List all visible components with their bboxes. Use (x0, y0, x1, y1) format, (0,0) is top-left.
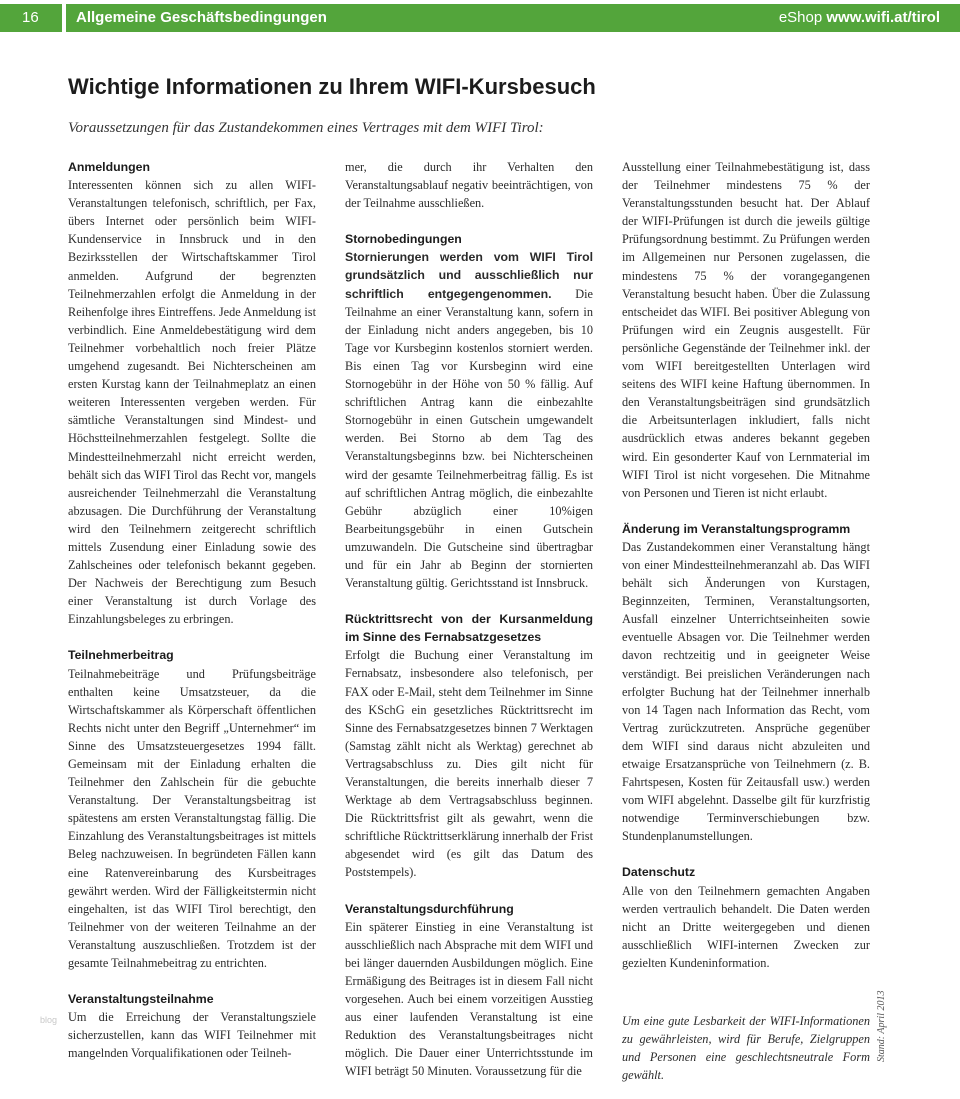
heading-datenschutz: Datenschutz (622, 865, 696, 880)
page-number: 16 (0, 4, 62, 32)
text-teilnehmerbeitrag: Teilnahmebeiträge und Prüfungsbeiträge enthalten keine Umsatzsteuer, da die Wirtschaftskammer als Körperschaft öffentlichen Rechts nicht unter den Begriff „Unternehmer“ im Sinne des Umsatzsteuergesetzes 1994 fällt. Gemeinsam mit der Einladung erhalten die Teilnehmer den Zahlschein für die gebuchte Veranstaltung. Der Veranstaltungsbeitrag ist spätestens am ersten Veranstaltungstag fällig. Die Einzahlung des Veranstaltungsbeitrages ist mittels Beleg nachzuweisen. In begründeten Fällen kann eine Ratenvereinbarung des Kursbeitrages gewährt werden. Wird der Fälligkeitstermin nicht eingehalten, ist das WIFI Tirol berechtigt, den Teilnehmer von der weiteren Teilnahme an der Veranstaltung auszuschließen. Trotzdem ist der gesamte Teilnahmebeitrag zu entrichten. (68, 666, 316, 971)
text-storno-rest: Die Teilnahme an einer Veranstaltung kann, sofern in der Einladung nicht anders angegeben, bis 10 Tage vor Kursbeginn kostenlos storniert werden. Bis einen Tag vor Kursbeginn wird eine Stornogebühr in der Höhe von 50 % fällig. Auf schriftlichen Antrag kann die einbezahlte Stornogebühr in einen Gutschein umgewandelt werden. Bei Storno ab dem Tag des Veranstaltungsbeginns bzw. bei Nichterscheinen wird der gesamte Teilnehmerbeitrag fällig. Es ist auf schriftlichen Antrag möglich, die einbezahlte Gebühr abzüglich einer 10%igen Bearbeitungsgebühr in einen Gutschein umzuwandeln. Die Gutscheine sind übertragbar und für ein Jahr ab Beginn der stornierten Veranstaltung gültig. Gerichtsstand ist Innsbruck. (345, 286, 593, 591)
section-title: Allgemeine Geschäftsbedingungen (76, 9, 327, 26)
text-storno-bold: Stornierungen werden vom WIFI Tirol grundsätzlich und ausschließlich nur schriftlich entgegengenommen. (345, 250, 593, 301)
column-1 (68, 158, 316, 1081)
page-subtitle: Voraussetzungen für das Zustandekommen eines Vertrages mit dem WIFI Tirol: (68, 120, 544, 136)
heading-ruecktrittsrecht: Rücktrittsrecht von der Kursanmeldung im Sinne des Fernabsatzgesetzes (345, 612, 593, 645)
eshop-label: eShop (778, 9, 823, 26)
date-stamp: Stand: April 2013 (876, 990, 887, 1062)
column-3 (622, 158, 870, 990)
closing-note: Um eine gute Lesbarkeit der WIFI-Informationen zu gewährleisten, wird für Berufe, Zielgruppen und Personen eine geschlechtsneutrale Form gewählt. (622, 1014, 870, 1082)
eshop-url[interactable]: www.wifi.at/tirol (826, 9, 940, 26)
heading-anmeldungen: Anmeldungen (68, 160, 150, 174)
page-title: Wichtige Informationen zu Ihrem WIFI-Kursbesuch (68, 74, 596, 99)
heading-aenderung-programm: Änderung im Veranstaltungsprogramm (622, 521, 851, 536)
text-ruecktrittsrecht: Erfolgt die Buchung einer Veranstaltung im Fernabsatz, insbesondere also telefonisch, per FAX oder E-Mail, steht dem Teilnehmer im Sinne des KSchG ein gesetzliches Rücktrittsrecht im Sinne des Fernabsatzgesetzes binnen 7 Werktagen (Samstag zählt nicht als Werktag) gerechnet ab Vertragsabschluss zu. Dies gilt nicht für Veranstaltungen, die bereits innerhalb dieser 7 Werktage ab dem Vertragsabschluss beginnen. Die Rücktrittsfrist gilt als gewahrt, wenn die schriftliche Rücktrittserklärung innerhalb der Frist abgesendet wird (es gilt das Datum des Poststempels). (345, 648, 593, 880)
text-veranstaltungsteilnahme: Um die Erreichung der Veranstaltungsziele sicherzustellen, kann das WIFI Teilnehmer mit mangelnden Vorqualifikationen oder Teilneh- (68, 1010, 316, 1061)
header-title-bar (66, 4, 960, 32)
text-veranstaltungsdurchfuehrung: Ein späterer Einstieg in eine Veranstaltung ist ausschließlich nach Absprache mit dem WIFI und bei länger dauernden Ausbildungen möglich. Eine Ermäßigung des Beitrages ist in diesem Fall nicht vorgesehen. Auch bei einem vorzeitigen Ausstieg aus einer laufenden Veranstaltung ist eine Reduktion des Veranstaltungsbeitrages nicht möglich. Die Dauer einer Unterrichtsstunde im WIFI beträgt 50 Minuten. Voraussetzung für die (345, 919, 593, 1079)
text-aenderung-programm: Das Zustandekommen einer Veranstaltung hängt von einer Mindestteilnehmeranzahl ab. Das WIFI behält sich Änderungen von Kurstagen, Beginnzeiten, Terminen, Veranstaltungsorten, Ausfall einzelner Unterrichtseinheiten sowie eventuelle Absagen vor. Die Teilnehmer werden davon rechtzeitig und in geeigneter Weise verständigt. Bei preislichen Veränderungen nach erfolgter Buchung hat der Teilnehmer innerhalb von 14 Tagen nach Information das Recht, vom Vertrag zurückzutreten. Ansprüche gegenüber dem WIFI sind daraus nicht abzuleiten und etwaige Ersatzansprüche von Teilnehmern (z. B. Fahrtspesen, Kosten für Zeitausfall usw.) werden vom WIFI abgelehnt. Dasselbe gilt für kurzfristig notwendige Terminverschiebungen bzw. Stundenplanumstellungen. (622, 539, 870, 844)
eshop-link[interactable] (779, 4, 940, 32)
watermark: blog (40, 1015, 58, 1025)
text-teilnahme-continued: mer, die durch ihr Verhalten den Veranstaltungsablauf negativ beeinträchtigen, von der Teilnahme ausschließen. (345, 160, 593, 211)
text-datenschutz: Alle von den Teilnehmern gemachten Angaben werden vertraulich behandelt. Die Daten werden nicht an Dritte weitergegeben und dienen ausschließlich WIFI-internen Zwecken zur gezielten Kundeninformation. (622, 883, 870, 970)
heading-teilnehmerbeitrag: Teilnehmerbeitrag (68, 648, 174, 663)
text-stornobedingungen (345, 248, 593, 592)
heading-stornobedingungen: Stornobedingungen (345, 232, 462, 247)
text-anmeldungen: Interessenten können sich zu allen WIFI-Veranstaltungen telefonisch, schriftlich, per Fax, übers Internet oder persönlich beim WIFI-Kundenservice in Innsbruck und in den Bezirksstellen der Wirtschaftskammer Tirol anmelden. Aufgrund der begrenzten Teilnehmerzahlen erfolgt die Anmeldung in der Reihenfolge ihres Eintreffens. Jede Anmeldung ist verbindlich. Eine Anmeldebestätigung wird dem Teilnehmer vorbehaltlich noch freier Plätze umgehend zugesandt. Bei Nichterscheinen am ersten Kurstag kann der Teilnahmeplatz an einen weiteren Interessenten vergeben werden. Für sämtliche Veranstaltungen sind Mindest- und Höchstteilnehmerzahlen festgelegt. Sollte die Mindestteilnehmerzahl nicht erreicht werden, behält sich das WIFI Tirol das Recht vor, mangels ausreichender Teilnehmerzahl die Veranstaltung abzusagen. Die Durchführung der Veranstaltung wird den Teilnehmern zeitgerecht schriftlich mittels Zusendung einer Einladung sowie des Zahlscheines oder telefonisch bekannt gegeben. Der Nachweis der Berechtigung zum Besuch einer Veranstaltung ist durch Vorlage des Einzahlungsbeleges zu erbringen. (68, 178, 316, 627)
header-bar (0, 4, 960, 32)
heading-veranstaltungsdurchfuehrung: Veranstaltungsdurchführung (345, 901, 514, 916)
heading-veranstaltungsteilnahme: Veranstaltungsteilnahme (68, 992, 214, 1007)
text-durchfuehrung-continued: Ausstellung einer Teilnahmebestätigung ist, dass der Teilnehmer mindestens 75 % der Veranstaltungsstunden besucht hat. Der Ablauf der WIFI-Prüfungen ist durch die jeweils gültige Prüfungsordnung bestimmt. Zu Prüfungen werden im Allgemeinen nur Personen zugelassen, die mindestens 75 % der vorangegangenen Veranstaltung besucht haben. Über die Zulassung entscheidet das WIFI. Bei positiver Ablegung von Prüfungen wird ein Zeugnis ausgestellt. Für persönliche Gegenstände der Teilnehmer inkl. der vom WIFI bereitgestellten Unterlagen wird seitens des WIFI keine Haftung übernommen. In den Veranstaltungsbeiträgen sind grundsätzlich die Arbeitsunterlagen inkludiert, falls nicht ausdrücklich etwas anderes bekannt gegeben wird. Ein gesonderter Kauf von Lernmaterial im WIFI Tirol ist nicht vorgesehen. Die Mitnahme von Personen und Tieren ist nicht erlaubt. (622, 160, 870, 500)
column-2 (345, 158, 593, 1099)
